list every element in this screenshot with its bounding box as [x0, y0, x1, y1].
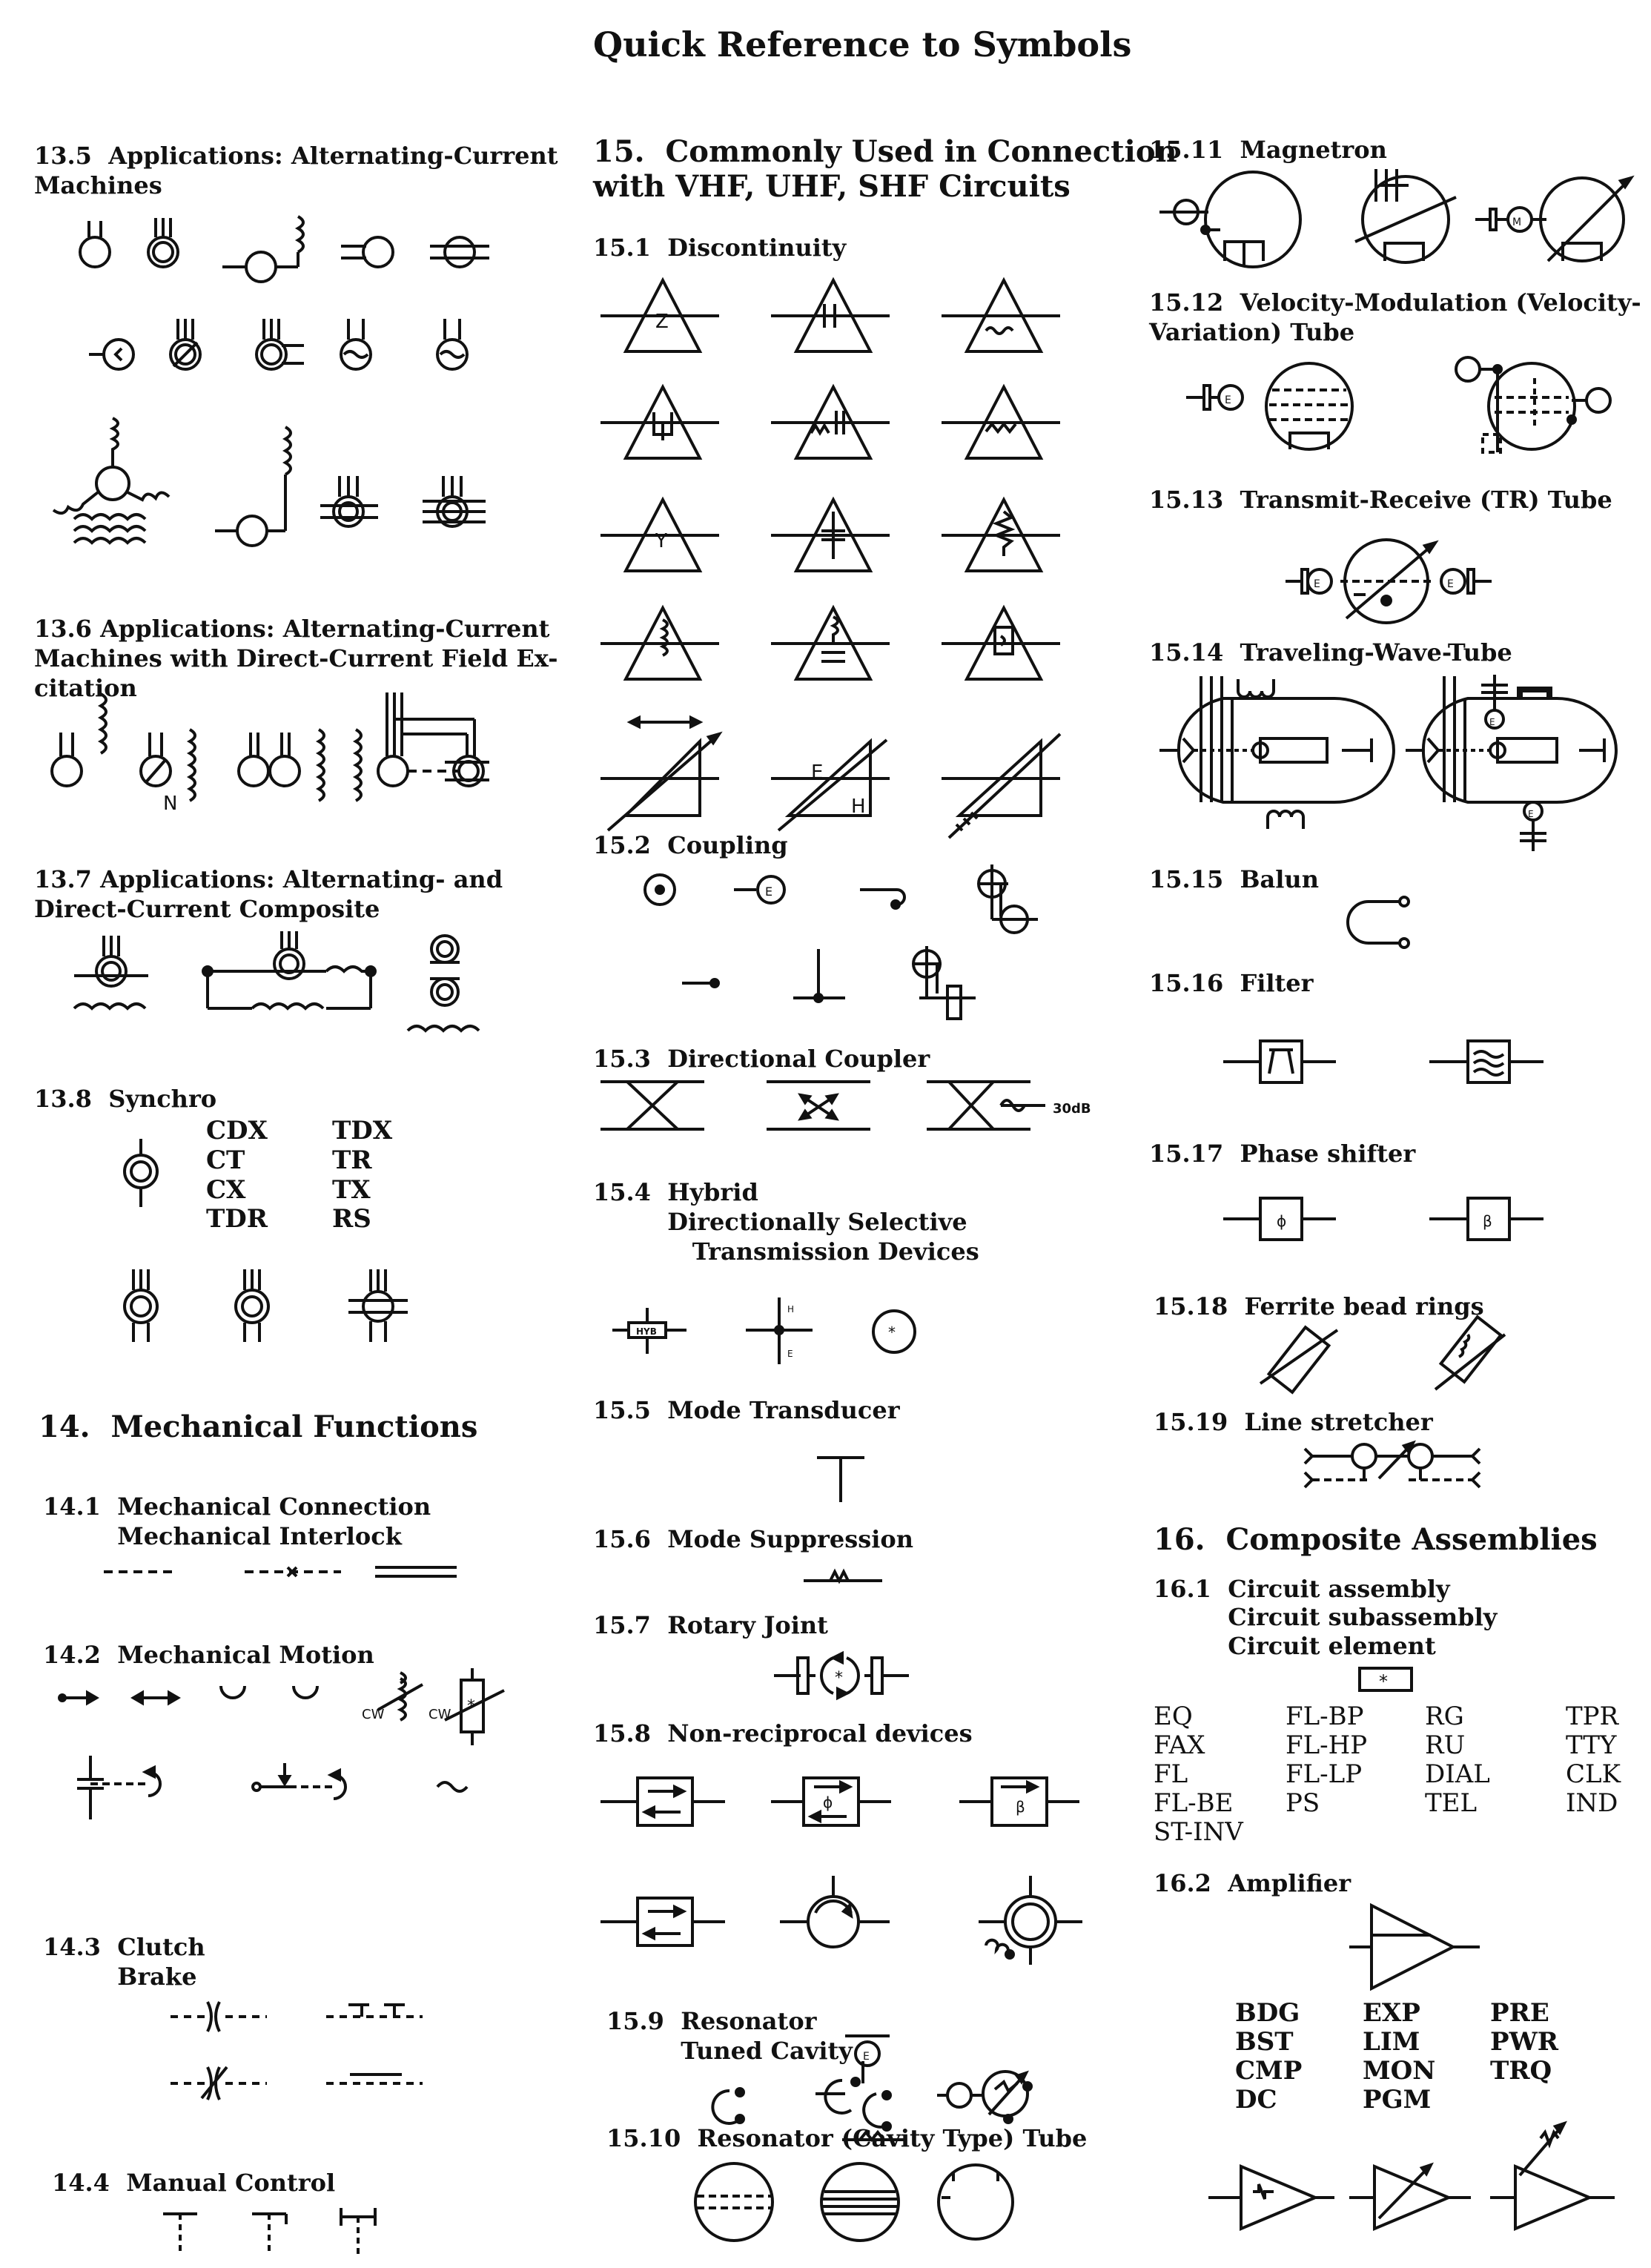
- discontinuity-symbols: [600, 274, 1090, 845]
- section-13-7-heading: 13.7 Applications: Alternating- and Direct-Current Composite: [34, 865, 503, 923]
- section-16-1-heading: 16.1 Circuit assembly Circuit subassembly Circuit element: [1154, 1575, 1498, 1660]
- ac-machine-symbols-13-5: [59, 208, 534, 549]
- mode-suppression-symbol: [801, 1561, 890, 1591]
- amplifier-variant-symbols: [1208, 2120, 1624, 2232]
- ac-machine-dc-field-symbols-13-6: [44, 690, 519, 816]
- section-16-2-heading: 16.2 Amplifier: [1154, 1869, 1351, 1897]
- directional-coupler-symbols: [600, 1079, 1105, 1138]
- amplifier-symbol: [1349, 1898, 1483, 1994]
- svg-text:N: N: [163, 793, 178, 815]
- svg-text:Z: Z: [655, 311, 669, 333]
- circuit-codes-col-d: TPR TTY CLK IND: [1566, 1702, 1621, 1819]
- synchro-symbols: [111, 1134, 452, 1357]
- circuit-codes-col-c: RG RU DIAL TEL: [1425, 1702, 1490, 1819]
- synchro-codes-left: CDX CT CX TDR: [206, 1116, 268, 1234]
- resonator-cavity-tube-symbols: [660, 2150, 1016, 2254]
- svg-text:E: E: [787, 1349, 793, 1359]
- svg-text:E: E: [811, 761, 824, 784]
- svg-text:E: E: [1528, 809, 1534, 819]
- tr-tube-symbol: [1283, 534, 1512, 630]
- mechanical-connection-symbols: [96, 1557, 467, 1587]
- mechanical-motion-symbols: [52, 1668, 512, 1839]
- section-15-18-heading: 15.18 Ferrite bead rings: [1154, 1292, 1484, 1320]
- section-15-6-heading: 15.6 Mode Suppression: [593, 1525, 913, 1553]
- section-15-heading: 15. Commonly Used in Connection with VHF, UHF, SHF Circuits: [593, 134, 1177, 204]
- svg-text:β: β: [1483, 1212, 1492, 1230]
- section-15-16-heading: 15.16 Filter: [1149, 969, 1314, 997]
- svg-text:Y: Y: [655, 530, 667, 552]
- svg-text:E: E: [765, 885, 773, 899]
- coupling-symbols: [623, 853, 1038, 1016]
- section-16-heading: 16. Composite Assemblies: [1154, 1522, 1598, 1557]
- svg-text:30dB: 30dB: [1053, 1101, 1091, 1117]
- traveling-wave-tube-symbols: [1157, 667, 1616, 853]
- section-15-2-heading: 15.2 Coupling: [593, 831, 788, 859]
- svg-text:*: *: [1379, 1671, 1388, 1692]
- section-15-19-heading: 15.19 Line stretcher: [1154, 1408, 1433, 1436]
- section-15-14-heading: 15.14 Traveling-Wave-Tube: [1149, 638, 1512, 667]
- svg-text:E: E: [863, 2051, 870, 2063]
- section-14-3-heading: 14.3 Clutch Brake: [43, 1933, 205, 1991]
- svg-text:CW: CW: [429, 1707, 451, 1722]
- section-14-1-heading: 14.1 Mechanical Connection Mechanical Interlock: [43, 1492, 431, 1550]
- svg-text:CW: CW: [362, 1707, 385, 1722]
- balun-symbol: [1342, 890, 1431, 956]
- svg-text:H: H: [787, 1304, 795, 1315]
- non-reciprocal-device-symbols: [600, 1765, 1090, 1972]
- section-15-10-heading: 15.10 Resonator (Cavity Type) Tube: [606, 2124, 1088, 2152]
- mode-transducer-symbol: [815, 1453, 875, 1505]
- svg-text:H: H: [851, 796, 866, 818]
- section-15-11-heading: 15.11 Magnetron: [1149, 136, 1387, 164]
- svg-text:E: E: [1314, 578, 1320, 590]
- ferrite-bead-symbols: [1245, 1312, 1527, 1409]
- svg-text:E: E: [1447, 578, 1454, 590]
- section-15-8-heading: 15.8 Non-reciprocal devices: [593, 1719, 973, 1748]
- svg-text:*: *: [835, 1669, 843, 1687]
- amplifier-codes-col-b: EXP LIM MON PGM: [1363, 1998, 1436, 2115]
- svg-text:*: *: [888, 1323, 896, 1341]
- section-15-17-heading: 15.17 Phase shifter: [1149, 1140, 1416, 1168]
- section-15-3-heading: 15.3 Directional Coupler: [593, 1045, 930, 1073]
- svg-text:E: E: [1489, 717, 1495, 727]
- section-15-7-heading: 15.7 Rotary Joint: [593, 1611, 828, 1639]
- amplifier-codes-col-c: PRE PWR TRQ: [1490, 1998, 1559, 2086]
- svg-text:E: E: [1225, 394, 1231, 406]
- hybrid-symbols: [612, 1290, 939, 1372]
- velocity-modulation-tube-symbols: [1186, 348, 1616, 467]
- section-13-5-heading: 13.5 Applications: Alternating-Current Machines: [34, 142, 558, 199]
- section-15-1-heading: 15.1 Discontinuity: [593, 234, 847, 262]
- section-15-5-heading: 15.5 Mode Transducer: [593, 1396, 900, 1424]
- section-15-9-heading: 15.9 Resonator Tuned Cavity: [606, 2007, 853, 2065]
- section-14-heading: 14. Mechanical Functions: [39, 1409, 478, 1444]
- svg-text:β: β: [1016, 1798, 1025, 1816]
- section-15-4-heading: 15.4 Hybrid Directionally Selective Transmission Devices: [593, 1178, 979, 1266]
- filter-symbols: [1223, 1031, 1549, 1097]
- section-13-6-heading: 13.6 Applications: Alternating-Current Machines with Direct-Current Field Ex- citation: [34, 615, 558, 702]
- section-15-13-heading: 15.13 Transmit-Receive (TR) Tube: [1149, 486, 1612, 514]
- clutch-brake-symbols: [163, 1987, 460, 2106]
- section-15-15-heading: 15.15 Balun: [1149, 865, 1319, 893]
- svg-text:ϕ: ϕ: [823, 1793, 833, 1811]
- page-title: Quick Reference to Symbols: [593, 24, 1132, 65]
- manual-control-symbols: [156, 2206, 393, 2258]
- svg-text:ϕ: ϕ: [1277, 1212, 1287, 1230]
- line-stretcher-symbol: [1297, 1438, 1490, 1498]
- composite-machine-symbols-13-7: [59, 927, 504, 1038]
- section-13-8-heading: 13.8 Synchro: [34, 1085, 217, 1113]
- section-14-4-heading: 14.4 Manual Control: [52, 2169, 336, 2197]
- circuit-element-box: [1357, 1665, 1416, 1695]
- svg-text:M: M: [1512, 216, 1522, 228]
- svg-text:*: *: [467, 1697, 475, 1716]
- magnetron-symbols: [1157, 163, 1646, 289]
- svg-text:HYB: HYB: [636, 1326, 657, 1337]
- phase-shifter-symbols: [1223, 1191, 1549, 1250]
- synchro-codes-right: TDX TR TX RS: [332, 1116, 393, 1234]
- section-14-2-heading: 14.2 Mechanical Motion: [43, 1641, 374, 1669]
- rotary-joint-symbol: [771, 1646, 919, 1713]
- section-15-12-heading: 15.12 Velocity-Modulation (Velocity- Variation) Tube: [1149, 288, 1641, 346]
- circuit-codes-col-b: FL-BP FL-HP FL-LP PS: [1286, 1702, 1368, 1819]
- amplifier-codes-col-a: BDG BST CMP DC: [1235, 1998, 1303, 2115]
- circuit-codes-col-a: EQ FAX FL FL-BE ST-INV: [1154, 1702, 1243, 1848]
